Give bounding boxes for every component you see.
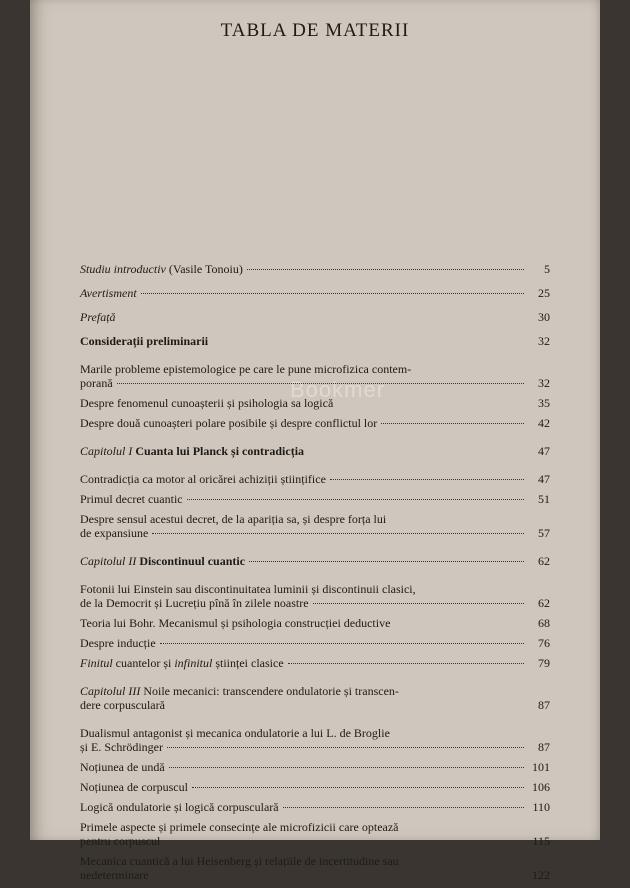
toc-entry: Capitolul II Discontinuul cuantic 62 bbox=[80, 554, 550, 568]
toc-entry: Contradicția ca motor al oricărei achiziții științifice 47 bbox=[80, 472, 550, 486]
toc-entry: Capitolul I Cuanta lui Planck și contradicția 47 bbox=[80, 444, 550, 458]
page-number: 76 bbox=[538, 636, 550, 650]
toc-entry: Fotonii lui Einstein sau discontinuitatea luminii și discontinuii clasici, de la Democrit și Lucrețiu pînă în zilele noastre 62 bbox=[80, 582, 550, 610]
page-number: 42 bbox=[538, 416, 550, 430]
table-of-contents bbox=[80, 262, 550, 888]
toc-entry: Prefață 30 bbox=[80, 310, 550, 324]
page-number: 87 bbox=[538, 740, 550, 754]
page-title: TABLA DE MATERII bbox=[220, 20, 410, 41]
toc-entry: Finitul cuantelor și infinitul științei clasice 79 bbox=[80, 656, 550, 670]
page-number: 110 bbox=[532, 800, 550, 814]
page-number: 87 bbox=[538, 698, 550, 712]
toc-entry: Despre două cunoașteri polare posibile și despre conflictul lor 42 bbox=[80, 416, 550, 430]
page-number: 35 bbox=[538, 396, 550, 410]
book-page bbox=[30, 0, 600, 882]
page-number: 32 bbox=[538, 334, 550, 348]
toc-entry: Primul decret cuantic 51 bbox=[80, 492, 550, 506]
page-number: 68 bbox=[538, 616, 550, 630]
toc-entry: Despre inducție 76 bbox=[80, 636, 550, 650]
page-number: 62 bbox=[538, 554, 550, 568]
page-number: 79 bbox=[538, 656, 550, 670]
toc-entry: Noțiunea de undă 101 bbox=[80, 760, 550, 774]
toc-entry: Capitolul III Noile mecanici: transcendere ondulatorie și transcen- dere corpusculară 87 bbox=[80, 684, 550, 712]
toc-entry: Considerații preliminarii 32 bbox=[80, 334, 550, 348]
toc-entry: Noțiunea de corpuscul 106 bbox=[80, 780, 550, 794]
page-number: 32 bbox=[538, 376, 550, 390]
toc-entry: Marile probleme epistemologice pe care le pune microfizica contem- porană 32 bbox=[80, 362, 550, 390]
toc-entry: Despre sensul acestui decret, de la apariția sa, și despre forța lui de expansiune 57 bbox=[80, 512, 550, 540]
page-number: 62 bbox=[538, 596, 550, 610]
toc-entry: Teoria lui Bohr. Mecanismul și psihologia construcției deductive 68 bbox=[80, 616, 550, 630]
page-number: 101 bbox=[532, 760, 550, 774]
page-number: 115 bbox=[532, 834, 550, 848]
page-number: 30 bbox=[538, 310, 550, 324]
toc-entry: Dualismul antagonist și mecanica ondulatorie a lui L. de Broglie și E. Schrödinger 87 bbox=[80, 726, 550, 754]
toc-entry: Despre fenomenul cunoașterii și psihologia sa logică 35 bbox=[80, 396, 550, 410]
toc-entry: Primele aspecte și primele consecințe ale microfizicii care optează pentru corpuscul 115 bbox=[80, 820, 550, 848]
page-number: 25 bbox=[538, 286, 550, 300]
page-number: 47 bbox=[538, 472, 550, 486]
toc-entry: Logică ondulatorie și logică corpusculară 110 bbox=[80, 800, 550, 814]
page-number: 51 bbox=[538, 492, 550, 506]
page-number: 106 bbox=[532, 780, 550, 794]
page-number: 47 bbox=[538, 444, 550, 458]
page-number: 5 bbox=[544, 262, 550, 276]
toc-entry: Studiu introductiv (Vasile Tonoiu) 5 bbox=[80, 262, 550, 276]
toc-entry: Mecanica cuantică a lui Heisenberg și relațiile de incertitudine sau nedeterminare 122 bbox=[80, 854, 550, 882]
page-number: 57 bbox=[538, 526, 550, 540]
toc-entry: Avertisment 25 bbox=[80, 286, 550, 300]
watermark: Bookmer bbox=[290, 377, 386, 402]
page-number: 122 bbox=[532, 868, 550, 882]
